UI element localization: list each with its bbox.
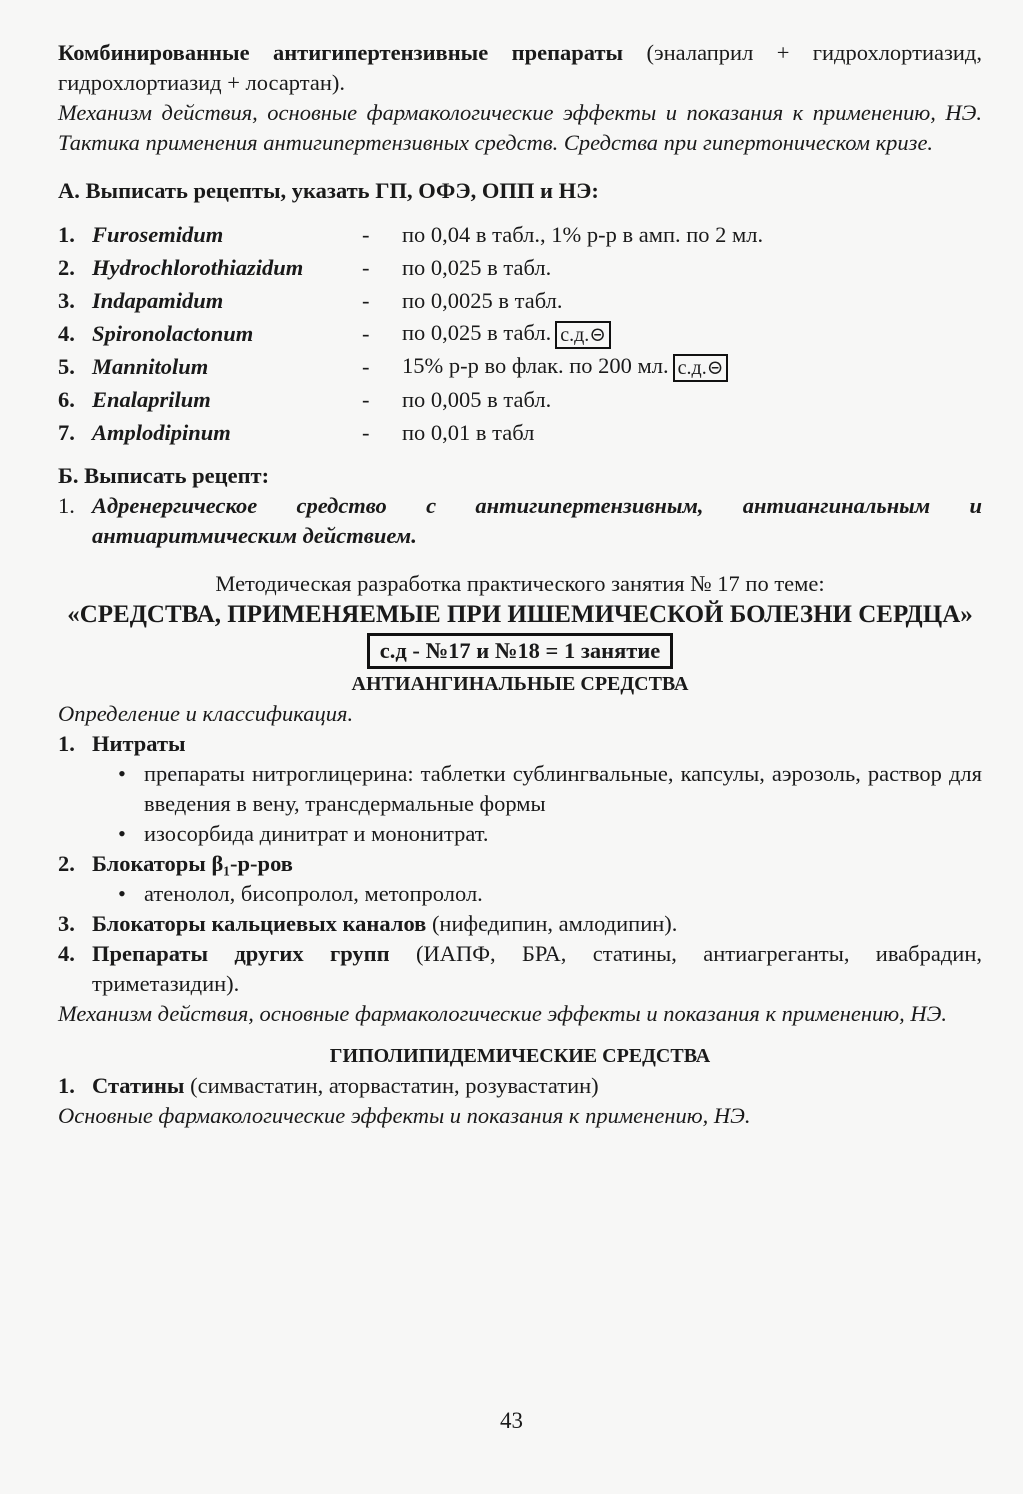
group-number: 4. [58, 941, 75, 966]
item-text: Адренергическое средство с антигипертензивным, антиангинальным и антиаритмическим действием. [92, 493, 982, 548]
lesson-title: «СРЕДСТВА, ПРИМЕНЯЕМЫЕ ПРИ ИШЕМИЧЕСКОЙ БОЛЕЗНИ СЕРДЦА» [67, 601, 973, 628]
group-item [58, 909, 982, 939]
combined-antihypertensive-title: Комбинированные антигипертензивные препараты [58, 40, 624, 65]
drug-dose [402, 220, 982, 250]
drug-number: 7. [58, 419, 75, 445]
section-b-item [58, 491, 982, 551]
drug-name: Hydrochlorothiazidum [92, 254, 304, 280]
drug-dose [402, 286, 982, 316]
item-number: 1. [58, 493, 75, 518]
drug-number: 3. [58, 287, 75, 313]
drug-row [58, 317, 982, 350]
statins-text [92, 1071, 982, 1101]
group-rest: (нифедипин, амлодипин). [426, 911, 678, 936]
group-rest: (ИАПФ, БРА, статины, антиагреганты, ивабрадин, триметазидин). [92, 941, 982, 996]
drug-number: 1. [58, 221, 75, 247]
bullet-item: • препараты нитроглицерина: таблетки сублингвальные, капсулы, аэрозоль, раствор для введения в вену, трансдермальные формы [118, 759, 982, 819]
bullet-item: • изосорбида динитрат и мононитрат. [118, 819, 982, 849]
group-item [58, 939, 982, 999]
drug-number: 6. [58, 386, 75, 412]
group-number: 1. [58, 731, 75, 756]
page-content [58, 38, 982, 1131]
sd-stamp-box: с.д.⊝ [673, 354, 729, 382]
mechanism-paragraph: Механизм действия, основные фармакологические эффекты и показания к применению, НЭ. Тактика применения антигипертензивных средств. Средства при гипертоническом кризе. [58, 100, 982, 155]
drug-dose [402, 418, 982, 448]
session-box: с.д - №17 и №18 = 1 занятие [367, 633, 674, 669]
group-item [58, 729, 982, 759]
item-number: 1. [58, 1073, 75, 1098]
drug-row [58, 218, 982, 251]
drug-name: Mannitolum [92, 353, 209, 379]
drug-dose-text: по 0,005 в табл. [402, 386, 552, 412]
drug-name: Spironolactonum [92, 320, 254, 346]
hypolipidemic-effects: Основные фармакологические эффекты и показания к применению, НЭ. [58, 1103, 751, 1128]
group-title: Блокаторы β₁-р-ров [92, 851, 293, 876]
bullet-item: • атенолол, бисопролол, метопролол. [118, 879, 982, 909]
lesson-intro: Методическая разработка практического занятия № 17 по теме: [215, 571, 825, 596]
drug-dose [402, 318, 982, 349]
drug-dash: - [362, 419, 370, 445]
drug-number: 5. [58, 353, 75, 379]
group-bullet-list [58, 879, 982, 909]
drug-dose-text: по 0,01 в табл [402, 419, 535, 445]
drug-list [58, 218, 982, 449]
group-title: Препараты других групп [92, 941, 390, 966]
drug-dose [402, 351, 982, 382]
group-text [92, 849, 982, 879]
definition-line: Определение и классификация. [58, 701, 354, 726]
drug-name: Amplodipinum [92, 419, 231, 445]
hypolipidemic-heading: ГИПОЛИПИДЕМИЧЕСКИЕ СРЕДСТВА [329, 1045, 711, 1067]
group-title: Нитраты [92, 731, 186, 756]
drug-row [58, 251, 982, 284]
session-box-wrapper [58, 633, 982, 669]
drug-dose [402, 253, 982, 283]
drug-dash: - [362, 320, 370, 346]
group-item [58, 849, 982, 879]
statins-item [58, 1071, 982, 1101]
page-number: 43 [500, 1408, 523, 1433]
antianginal-heading: АНТИАНГИНАЛЬНЫЕ СРЕДСТВА [351, 673, 689, 695]
drug-dose-text: по 0,04 в табл., 1% р-р в амп. по 2 мл. [402, 221, 764, 247]
drug-row [58, 350, 982, 383]
group-number: 3. [58, 911, 75, 936]
drug-name: Enalaprilum [92, 386, 211, 412]
drug-dose-text: по 0,025 в табл. [402, 254, 552, 280]
drug-dash: - [362, 221, 370, 247]
statins-title: Статины [92, 1073, 185, 1098]
drug-number: 4. [58, 320, 75, 346]
group-text [92, 729, 982, 759]
drug-dash: - [362, 287, 370, 313]
drug-dose [402, 385, 982, 415]
drug-row [58, 416, 982, 449]
drug-row [58, 383, 982, 416]
drug-number: 2. [58, 254, 75, 280]
drug-dash: - [362, 353, 370, 379]
drug-dose-text: по 0,025 в табл. [402, 320, 552, 346]
group-text [92, 909, 982, 939]
drug-row [58, 284, 982, 317]
drug-dose-text: по 0,0025 в табл. [402, 287, 563, 313]
drug-dash: - [362, 254, 370, 280]
group-number: 2. [58, 851, 75, 876]
drug-dose-text: 15% р-р во флак. по 200 мл. [402, 353, 669, 379]
combined-antihypertensive-examples: (эналаприл + гидрохлортиазид, гидрохлортиазид + лосартан). [58, 40, 982, 95]
statins-examples: (симвастатин, аторвастатин, розувастатин) [184, 1073, 599, 1098]
drug-name: Furosemidum [92, 221, 224, 247]
group-title: Блокаторы кальциевых каналов [92, 911, 427, 936]
section-a-heading: А. Выписать рецепты, указать ГП, ОФЭ, ОПП и НЭ: [58, 178, 599, 203]
group-text [92, 939, 982, 999]
sd-stamp-box: с.д.⊝ [555, 321, 611, 349]
drug-name: Indapamidum [92, 287, 224, 313]
combined-antihypertensive-paragraph [58, 38, 982, 98]
drug-dash: - [362, 386, 370, 412]
antianginal-mechanism: Механизм действия, основные фармакологические эффекты и показания к применению, НЭ. [58, 1001, 947, 1026]
group-bullet-list [58, 759, 982, 849]
section-b-heading: Б. Выписать рецепт: [58, 463, 270, 488]
